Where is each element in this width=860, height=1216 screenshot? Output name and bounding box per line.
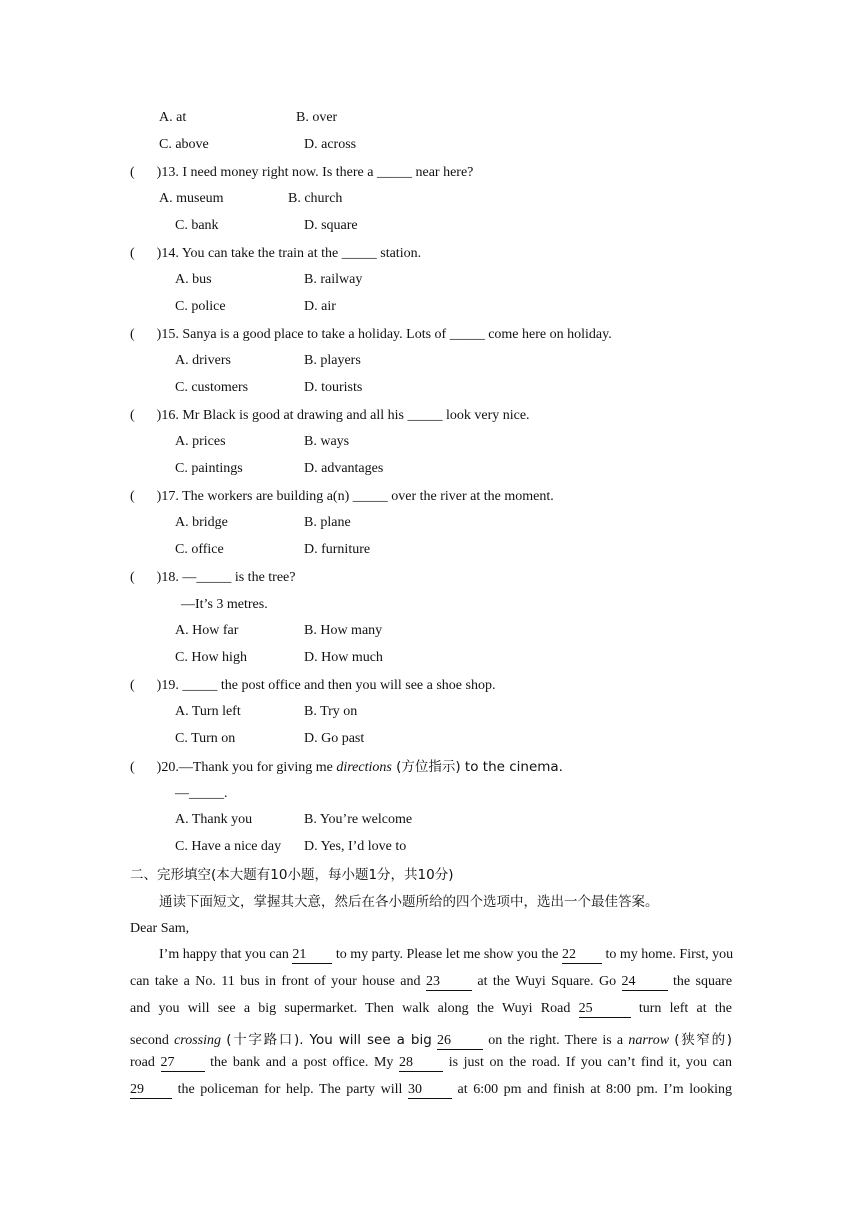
q12-option-b: B. over xyxy=(296,110,338,125)
q13-option-b: B. church xyxy=(288,191,343,206)
q19-option-b: B. Try on xyxy=(304,704,358,719)
question-number: 17. xyxy=(161,489,179,504)
passage-text: is just on the road. If you can’t find it, you can xyxy=(448,1055,733,1070)
question-text: I need money right now. Is there a _____ near here? xyxy=(182,165,474,180)
passage-text: turn left at the xyxy=(638,1001,733,1016)
q19-option-d: D. Go past xyxy=(304,731,365,746)
answer-paren-open: ( xyxy=(130,760,135,775)
italic-term: narrow xyxy=(628,1033,670,1048)
passage-line-6 xyxy=(130,1082,732,1099)
question-19 xyxy=(130,677,495,695)
question-13 xyxy=(130,164,473,182)
answer-paren-open: ( xyxy=(130,165,135,180)
passage-text: the bank and a post office. My xyxy=(210,1055,394,1070)
passage-text: can take a No. 11 bus in front of your house and xyxy=(130,974,421,989)
question-text-end: (方位指示) to the cinema. xyxy=(391,759,563,775)
question-20-reply: —_____. xyxy=(175,786,228,801)
answer-paren-close: ) xyxy=(156,678,162,693)
q20-option-d: D. Yes, I’d love to xyxy=(304,839,407,854)
q18-option-c: C. How high xyxy=(175,650,247,665)
passage-text: at the Wuyi Square. Go xyxy=(477,974,617,989)
question-number: 13. xyxy=(161,165,179,180)
q17-option-b: B. plane xyxy=(304,515,351,530)
question-text: The workers are building a(n) _____ over the river at the moment. xyxy=(182,489,554,504)
passage-line-2 xyxy=(130,974,732,991)
question-number: 15. xyxy=(161,327,179,342)
q18-option-d: D. How much xyxy=(304,650,383,665)
q15-option-d: D. tourists xyxy=(304,380,363,395)
passage-text: to my party. Please let me show you the xyxy=(335,947,559,962)
blank-21: 21 xyxy=(292,947,332,964)
q19-option-a: A. Turn left xyxy=(175,704,241,719)
passage-text: (狭窄的) xyxy=(674,1032,733,1048)
blank-23: 23 xyxy=(426,974,472,991)
blank-22: 22 xyxy=(562,947,602,964)
q17-option-d: D. furniture xyxy=(304,542,371,557)
passage-line-5 xyxy=(130,1055,732,1072)
q16-option-a: A. prices xyxy=(175,434,226,449)
question-18-reply: —It’s 3 metres. xyxy=(181,597,268,612)
answer-paren-open: ( xyxy=(130,678,135,693)
question-text: Mr Black is good at drawing and all his _____ look very nice. xyxy=(182,408,530,423)
answer-paren-close: ) xyxy=(156,246,162,261)
q20-option-a: A. Thank you xyxy=(175,812,253,827)
question-text: _____ the post office and then you will see a shoe shop. xyxy=(182,678,496,693)
question-number: 19. xyxy=(161,678,179,693)
blank-29: 29 xyxy=(130,1082,172,1099)
q15-option-a: A. drivers xyxy=(175,353,231,368)
q13-option-a: A. museum xyxy=(159,191,224,206)
blank-28: 28 xyxy=(399,1055,443,1072)
passage-text: road xyxy=(130,1055,155,1070)
letter-salutation: Dear Sam, xyxy=(130,921,190,936)
q14-option-c: C. police xyxy=(175,299,226,314)
question-number: 16. xyxy=(161,408,179,423)
section-instruction: 通读下面短文，掌握其大意，然后在各小题所给的四个选项中，选出一个最佳答案。 xyxy=(159,894,659,910)
q14-option-d: D. air xyxy=(304,299,336,314)
question-15 xyxy=(130,326,612,344)
question-18 xyxy=(130,569,295,587)
q15-option-c: C. customers xyxy=(175,380,249,395)
q13-option-d: D. square xyxy=(304,218,358,233)
question-number: 18. xyxy=(161,570,179,585)
question-text: —_____ is the tree? xyxy=(182,570,296,585)
passage-text: and you will see a big supermarket. Then walk along the Wuyi Road xyxy=(130,1001,571,1016)
blank-25: 25 xyxy=(579,1001,631,1018)
passage-text: on the right. There is a xyxy=(488,1033,624,1048)
question-14 xyxy=(130,245,421,263)
q18-option-a: A. How far xyxy=(175,623,239,638)
answer-paren-close: ) xyxy=(156,570,162,585)
question-number: 14. xyxy=(161,246,179,261)
answer-paren-open: ( xyxy=(130,246,135,261)
italic-term: directions xyxy=(336,760,392,775)
blank-24: 24 xyxy=(622,974,668,991)
question-number: 20. xyxy=(161,760,179,775)
question-text: —Thank you for giving me xyxy=(178,760,337,775)
section-heading: 二、完形填空(本大题有10小题，每小题1分，共10分) xyxy=(130,867,454,883)
answer-paren-open: ( xyxy=(130,489,135,504)
q16-option-d: D. advantages xyxy=(304,461,384,476)
blank-26: 26 xyxy=(437,1033,483,1050)
q16-option-c: C. paintings xyxy=(175,461,243,476)
passage-text: at 6:00 pm and finish at 8:00 pm. I’m looking xyxy=(457,1082,733,1097)
question-16 xyxy=(130,407,530,425)
question-17 xyxy=(130,488,554,506)
passage-text: to my home. First, you xyxy=(605,947,734,962)
passage-line-4 xyxy=(130,1028,732,1050)
blank-30: 30 xyxy=(408,1082,452,1099)
question-text: You can take the train at the _____ station. xyxy=(181,246,422,261)
answer-paren-open: ( xyxy=(130,327,135,342)
answer-paren-close: ) xyxy=(156,489,162,504)
question-20 xyxy=(130,758,563,777)
q12-option-d: D. across xyxy=(304,137,357,152)
q20-option-b: B. You’re welcome xyxy=(304,812,413,827)
q17-option-a: A. bridge xyxy=(175,515,228,530)
passage-text: I’m happy that you can xyxy=(159,947,289,962)
passage-text: second xyxy=(130,1033,169,1048)
q14-option-a: A. bus xyxy=(175,272,212,287)
passage-text: (十字路口). You will see a big xyxy=(226,1032,432,1048)
q19-option-c: C. Turn on xyxy=(175,731,236,746)
q12-option-a: A. at xyxy=(159,110,187,125)
q15-option-b: B. players xyxy=(304,353,361,368)
passage-line-3 xyxy=(130,1001,732,1018)
q13-option-c: C. bank xyxy=(175,218,219,233)
blank-27: 27 xyxy=(161,1055,205,1072)
answer-paren-open: ( xyxy=(130,570,135,585)
italic-term: crossing xyxy=(174,1033,222,1048)
q12-option-c: C. above xyxy=(159,137,209,152)
answer-paren-close: ) xyxy=(156,760,162,775)
answer-paren-close: ) xyxy=(156,327,162,342)
answer-paren-close: ) xyxy=(156,165,162,180)
passage-text: the square xyxy=(672,974,733,989)
passage-line-1 xyxy=(159,947,732,964)
q20-option-c: C. Have a nice day xyxy=(175,839,282,854)
q14-option-b: B. railway xyxy=(304,272,363,287)
passage-text: the policeman for help. The party will xyxy=(177,1082,403,1097)
q18-option-b: B. How many xyxy=(304,623,383,638)
q16-option-b: B. ways xyxy=(304,434,350,449)
answer-paren-close: ) xyxy=(156,408,162,423)
answer-paren-open: ( xyxy=(130,408,135,423)
question-text: Sanya is a good place to take a holiday. Lots of _____ come here on holiday. xyxy=(182,327,612,342)
q17-option-c: C. office xyxy=(175,542,224,557)
